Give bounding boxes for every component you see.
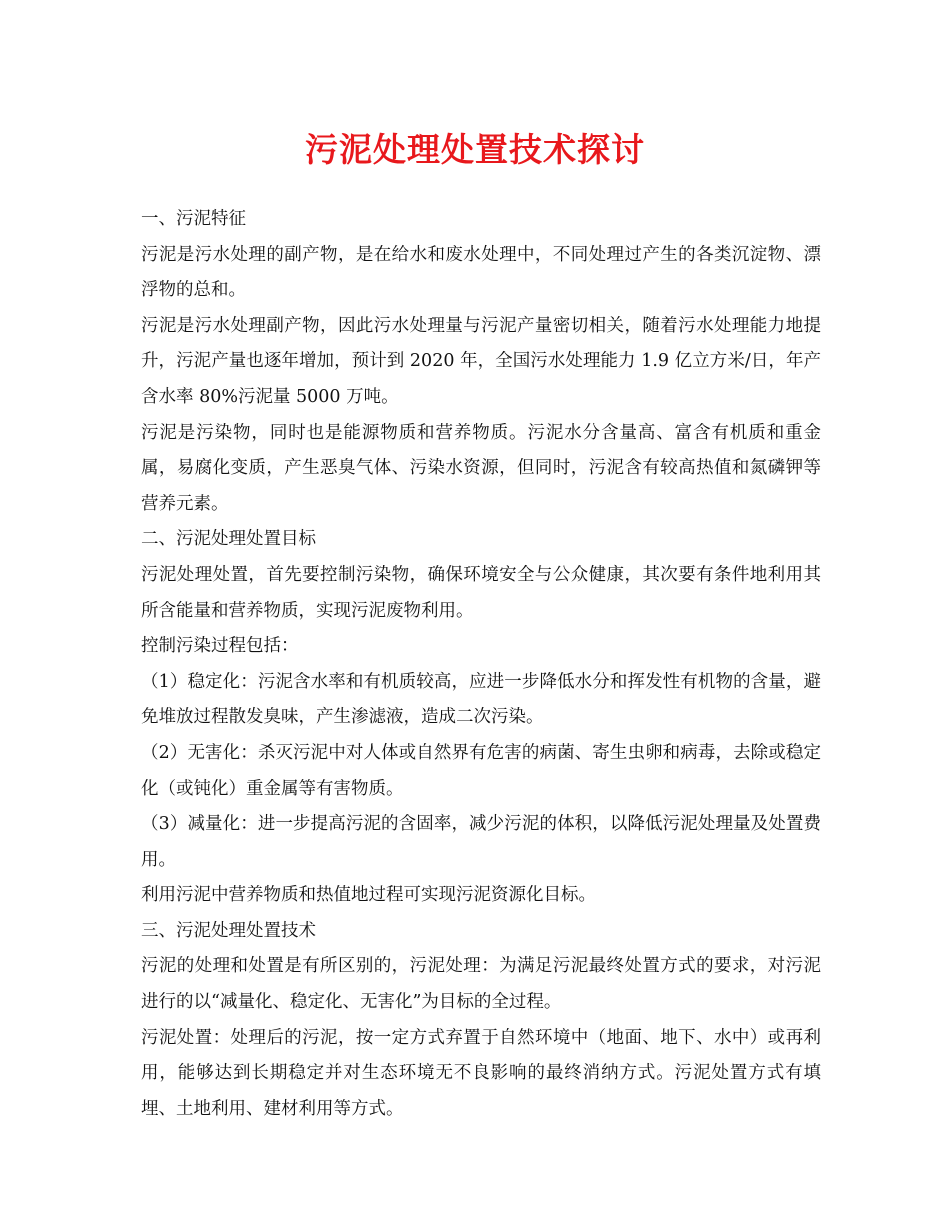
section-heading-2: 二、污泥处理处置目标 (141, 529, 316, 550)
list-item: （2）无害化：杀灭污泥中对人体或自然界有危害的病菌、寄生虫卵和病毒，去除或稳定化（或钝化）重金属等有害物质。 (141, 742, 821, 799)
list-item: （1）稳定化：污泥含水率和有机质较高，应进一步降低水分和挥发性有机物的含量，避免堆放过程散发臭味，产生渗滤液，造成二次污染。 (141, 671, 821, 728)
paragraph: 控制污染过程包括： (141, 636, 299, 657)
list-item: （3）减量化：进一步提高污泥的含固率，减少污泥的体积，以降低污泥处理量及处置费用。 (141, 814, 821, 870)
section-heading-3: 三、污泥处理处置技术 (141, 920, 316, 941)
document-body (141, 202, 821, 1127)
paragraph: 污泥是污水处理的副产物，是在给水和废水处理中，不同处理过产生的各类沉淀物、漂浮物的总和。 (141, 244, 821, 301)
paragraph: 污泥处置：处理后的污泥，按一定方式弃置于自然环境中（地面、地下、水中）或再利用，能够达到长期稳定并对生态环境无不良影响的最终消纳方式。污泥处置方式有填埋、土地利用、建材利用等方式。 (141, 1027, 821, 1119)
section-heading-1: 一、污泥特征 (141, 209, 246, 229)
paragraph: 污泥是污染物，同时也是能源物质和营养物质。污泥水分含量高、富含有机质和重金属，易腐化变质，产生恶臭气体、污染水资源，但同时，污泥含有较高热值和氮磷钾等营养元素。 (141, 422, 821, 514)
document-title: 污泥处理处置技术探讨 (305, 130, 645, 169)
paragraph: 利用污泥中营养物质和热值地过程可实现污泥资源化目标。 (141, 885, 596, 906)
paragraph: 污泥的处理和处置是有所区别的，污泥处理：为满足污泥最终处置方式的要求，对污泥进行的以“减量化、稳定化、无害化”为目标的全过程。 (141, 956, 821, 1013)
paragraph: 污泥是污水处理副产物，因此污水处理量与污泥产量密切相关，随着污水处理能力地提升，污泥产量也逐年增加，预计到 2020 年，全国污水处理能力 1.9 亿立方米/日，年产含水率 80%污泥量 5000 万吨。 (141, 315, 821, 407)
paragraph: 污泥处理处置，首先要控制污染物，确保环境安全与公众健康，其次要有条件地利用其所含能量和营养物质，实现污泥废物利用。 (141, 564, 821, 621)
